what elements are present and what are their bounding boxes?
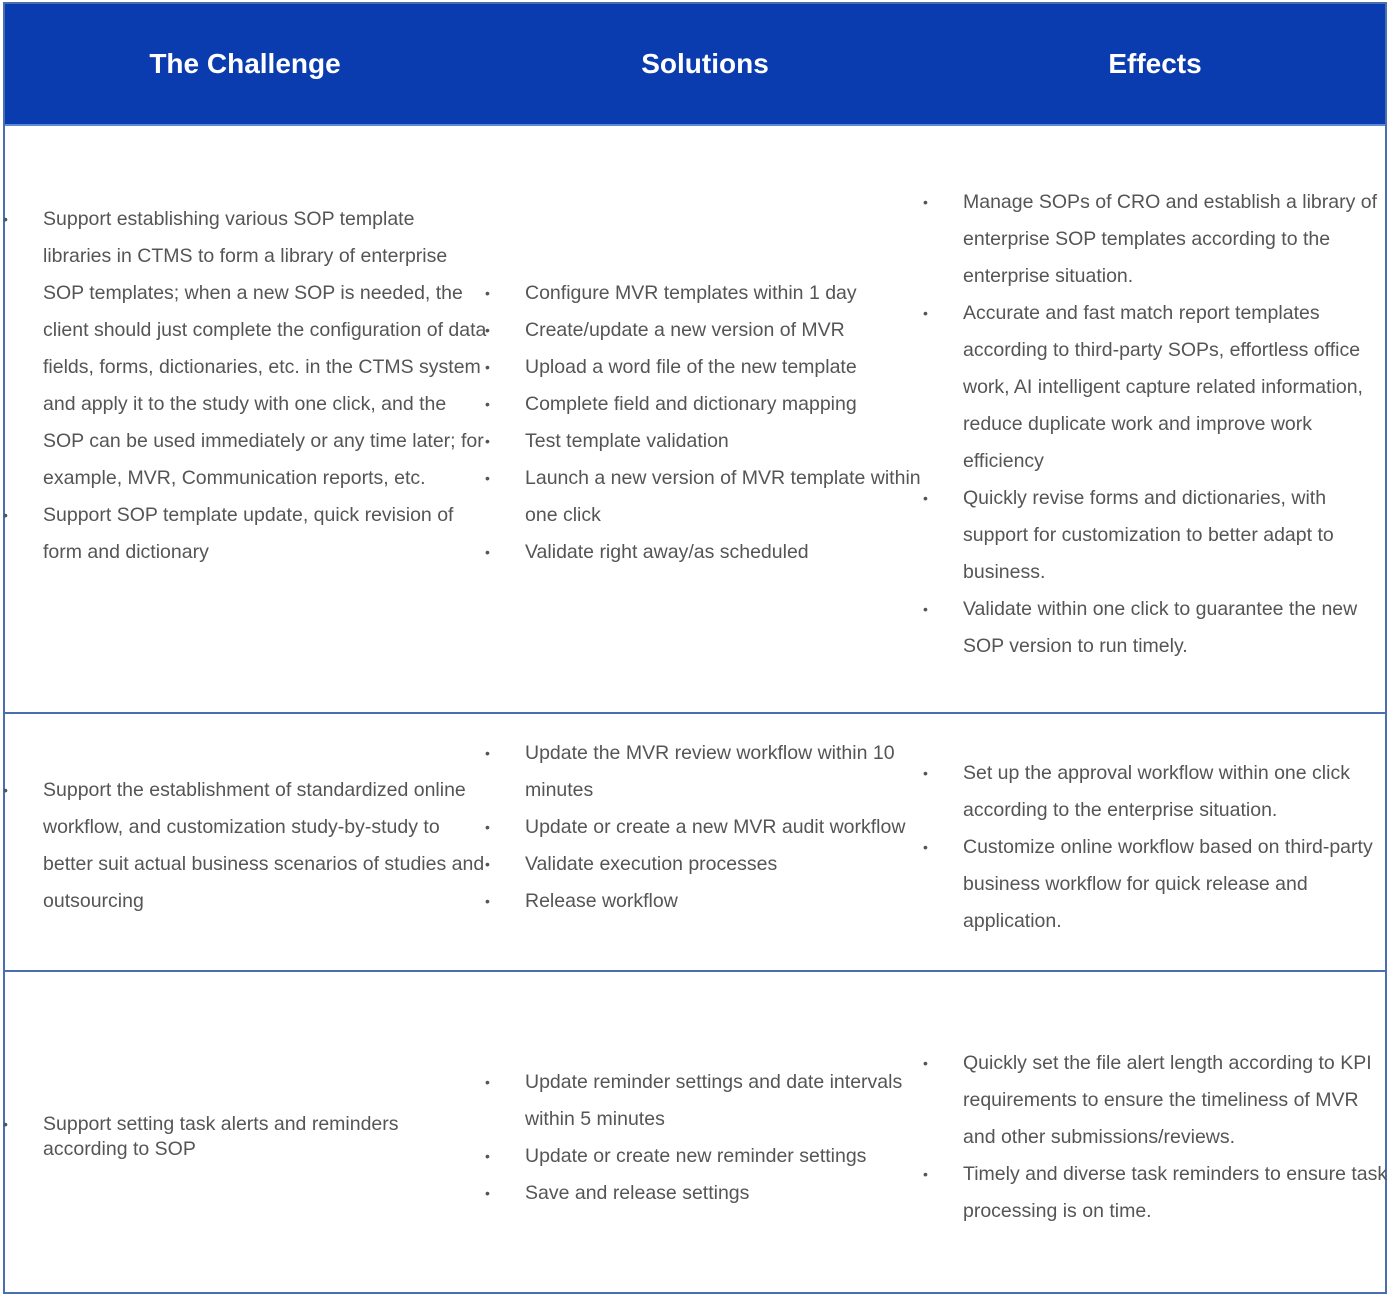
row2-effects [963,755,1383,940]
list-item: • Upload a word file of the new template [525,349,930,386]
row1-solutions [525,275,930,571]
header-challenge: The Challenge [149,48,341,79]
list-item: • Customize online workflow based on third-party business workflow for quick release and application. [963,829,1383,940]
header-effects: Effects [1108,48,1202,79]
row3-challenge [43,1112,463,1162]
list-item: • Release workflow [525,883,915,920]
row3-effects [963,1045,1388,1230]
row1-effects [963,184,1388,665]
list-item: • Validate within one click to guarantee the new SOP version to run timely. [963,591,1388,665]
list-item: • Set up the approval workflow within one click according to the enterprise situation. [963,755,1383,829]
list-item: • Update or create a new MVR audit workflow [525,809,915,846]
row2-challenge [43,772,488,920]
list-item: • Validate execution processes [525,846,915,883]
row-divider [5,970,1385,972]
row2-solutions [525,735,915,920]
header-solutions: Solutions [641,48,769,79]
list-item: • Support the establishment of standardized online workflow, and customization study-by-study to better suit actual business scenarios of studies and outsourcing [43,772,488,920]
list-item: • Create/update a new version of MVR [525,312,930,349]
list-item: • Configure MVR templates within 1 day [525,275,930,312]
list-item: • Save and release settings [525,1175,920,1212]
list-item: • Quickly set the file alert length according to KPI requirements to ensure the timeliness of MVR and other submissions/reviews. [963,1045,1388,1156]
list-item: • Update reminder settings and date intervals within 5 minutes [525,1064,920,1138]
list-item: • Launch a new version of MVR template within one click [525,460,930,534]
list-item: • Manage SOPs of CRO and establish a library of enterprise SOP templates according to the enterprise situation. [963,184,1388,295]
list-item: • Support establishing various SOP template libraries in CTMS to form a library of enterprise SOP templates; when a new SOP is needed, the client should just complete the configuration of data fields, forms, dictionaries, etc. in the CTMS system and apply it to the study with one click, and the SOP can be used immediately or any time later; for example, MVR, Communication reports, etc. [43,201,488,497]
comparison-table [3,2,1387,1294]
list-item: • Timely and diverse task reminders to ensure task processing is on time. [963,1156,1388,1230]
list-item: • Update the MVR review workflow within 10 minutes [525,735,915,809]
list-item: • Complete field and dictionary mapping [525,386,930,423]
list-item: • Validate right away/as scheduled [525,534,930,571]
list-item: • Support SOP template update, quick revision of form and dictionary [43,497,488,571]
list-item: • Update or create new reminder settings [525,1138,920,1175]
list-item: • Test template validation [525,423,930,460]
row1-challenge [43,201,488,571]
list-item: • Quickly revise forms and dictionaries, with support for customization to better adapt to business. [963,480,1388,591]
row3-solutions [525,1064,920,1212]
table-header [5,4,1385,126]
list-item: • Support setting task alerts and reminders according to SOP [43,1112,463,1162]
row-divider [5,712,1385,714]
list-item: • Accurate and fast match report templates according to third-party SOPs, effortless office work, AI intelligent capture related information, reduce duplicate work and improve work efficiency [963,295,1388,480]
